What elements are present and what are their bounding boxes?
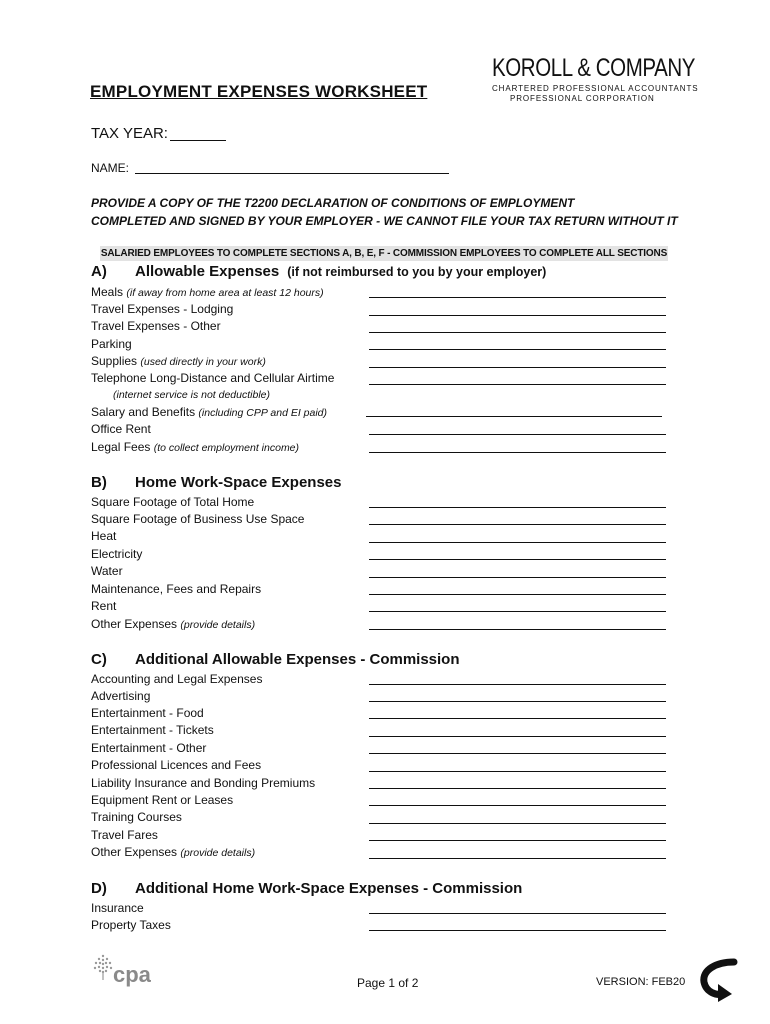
instructions-banner: SALARIED EMPLOYEES TO COMPLETE SECTIONS A, B, E, F - COMMISSION EMPLOYEES TO COMPLETE ALL SECTIONS	[100, 248, 668, 259]
amount-field[interactable]	[369, 858, 666, 859]
version-label: VERSION: FEB20	[596, 976, 686, 988]
amount-field[interactable]	[369, 913, 666, 914]
list-item: Maintenance, Fees and Repairs	[91, 582, 262, 596]
name-label: NAME:	[91, 161, 130, 175]
amount-field[interactable]	[369, 684, 666, 685]
tax-year-field[interactable]	[170, 140, 226, 141]
t2200-notice	[91, 195, 678, 230]
list-item: Travel Expenses - Other	[91, 319, 221, 333]
amount-field[interactable]	[369, 753, 666, 754]
list-item: Entertainment - Food	[91, 706, 204, 720]
name-field[interactable]	[135, 173, 449, 174]
amount-field[interactable]	[369, 559, 666, 560]
section-subtitle: (if not reimbursed to you by your employer)	[287, 265, 547, 279]
amount-field[interactable]	[369, 507, 666, 508]
company-logo: KOROLL & COMPANY	[492, 54, 696, 82]
section-d-heading	[91, 880, 522, 897]
notice-line-1: PROVIDE A COPY OF THE T2200 DECLARATION OF CONDITIONS OF EMPLOYMENT	[91, 196, 575, 210]
amount-field[interactable]	[369, 297, 666, 298]
page-title: EMPLOYMENT EXPENSES WORKSHEET	[90, 82, 428, 101]
list-item: Telephone Long-Distance and Cellular Airtime	[91, 371, 335, 385]
amount-field[interactable]	[369, 701, 666, 702]
list-item: Office Rent	[91, 422, 151, 436]
list-item: Training Courses	[91, 810, 182, 824]
amount-field[interactable]	[369, 611, 666, 612]
cpa-maple-leaf-icon	[91, 950, 171, 990]
company-logo-subtitle-1: CHARTERED PROFESSIONAL ACCOUNTANTS	[492, 84, 699, 93]
list-item: Square Footage of Total Home	[91, 495, 255, 509]
amount-field[interactable]	[369, 823, 666, 824]
section-a-heading	[91, 263, 546, 280]
list-item: Other Expenses (provide details)	[91, 617, 256, 631]
list-item: Rent	[91, 599, 117, 613]
notice-line-2: COMPLETED AND SIGNED BY YOUR EMPLOYER - WE CANNOT FILE YOUR TAX RETURN WITHOUT IT	[91, 213, 678, 228]
section-letter: C)	[91, 651, 107, 668]
list-item: Electricity	[91, 547, 143, 561]
section-title: Additional Home Work-Space Expenses - Commission	[135, 880, 523, 897]
amount-field[interactable]	[369, 805, 666, 806]
list-item: Heat	[91, 529, 117, 543]
amount-field[interactable]	[369, 332, 666, 333]
list-item: Entertainment - Other	[91, 741, 207, 755]
list-item: Advertising	[91, 689, 151, 703]
list-item: Accounting and Legal Expenses	[91, 672, 263, 686]
list-item: Water	[91, 564, 123, 578]
section-letter: A)	[91, 263, 107, 280]
tax-year-label: TAX YEAR:	[91, 125, 168, 142]
section-c-heading	[91, 651, 460, 668]
amount-field[interactable]	[369, 349, 666, 350]
curved-arrow-icon	[694, 958, 742, 1002]
cpa-logo	[91, 950, 171, 990]
amount-field[interactable]	[369, 788, 666, 789]
list-item: Meals (if away from home area at least 12 hours)	[91, 285, 324, 299]
list-item: Travel Fares	[91, 828, 158, 842]
section-letter: D)	[91, 880, 107, 897]
list-item: Legal Fees (to collect employment income)	[91, 440, 300, 454]
amount-field[interactable]	[369, 524, 666, 525]
list-item: Square Footage of Business Use Space	[91, 512, 305, 526]
list-item: Parking	[91, 337, 132, 351]
section-title: Home Work-Space Expenses	[135, 474, 342, 491]
amount-field[interactable]	[369, 736, 666, 737]
amount-field[interactable]	[369, 434, 666, 435]
amount-field[interactable]	[369, 594, 666, 595]
list-item: Equipment Rent or Leases	[91, 793, 234, 807]
amount-field[interactable]	[369, 315, 666, 316]
company-logo-subtitle-2: PROFESSIONAL CORPORATION	[510, 94, 655, 103]
list-item: Supplies (used directly in your work)	[91, 354, 266, 368]
amount-field[interactable]	[369, 452, 666, 453]
amount-field[interactable]	[369, 542, 666, 543]
amount-field[interactable]	[369, 577, 666, 578]
section-title: Allowable Expenses	[135, 263, 280, 280]
amount-field[interactable]	[369, 384, 666, 385]
amount-field[interactable]	[366, 416, 662, 417]
section-b-heading	[91, 474, 341, 491]
list-item: Travel Expenses - Lodging	[91, 302, 234, 316]
list-item: Property Taxes	[91, 918, 171, 932]
list-item: Other Expenses (provide details)	[91, 845, 256, 859]
amount-field[interactable]	[369, 930, 666, 931]
list-item: Insurance	[91, 901, 144, 915]
telephone-note: (internet service is not deductible)	[113, 389, 270, 401]
section-title: Additional Allowable Expenses - Commission	[135, 651, 460, 668]
amount-field[interactable]	[369, 771, 666, 772]
list-item: Salary and Benefits (including CPP and EI paid)	[91, 405, 328, 419]
amount-field[interactable]	[369, 840, 666, 841]
list-item: Liability Insurance and Bonding Premiums	[91, 776, 316, 790]
list-item: Entertainment - Tickets	[91, 723, 214, 737]
amount-field[interactable]	[369, 629, 666, 630]
list-item: Professional Licences and Fees	[91, 758, 262, 772]
section-letter: B)	[91, 474, 107, 491]
page-number: Page 1 of 2	[357, 976, 419, 990]
amount-field[interactable]	[369, 367, 666, 368]
amount-field[interactable]	[369, 718, 666, 719]
cpa-logo-text: cpa	[113, 962, 151, 987]
next-page-button[interactable]	[694, 958, 742, 1002]
